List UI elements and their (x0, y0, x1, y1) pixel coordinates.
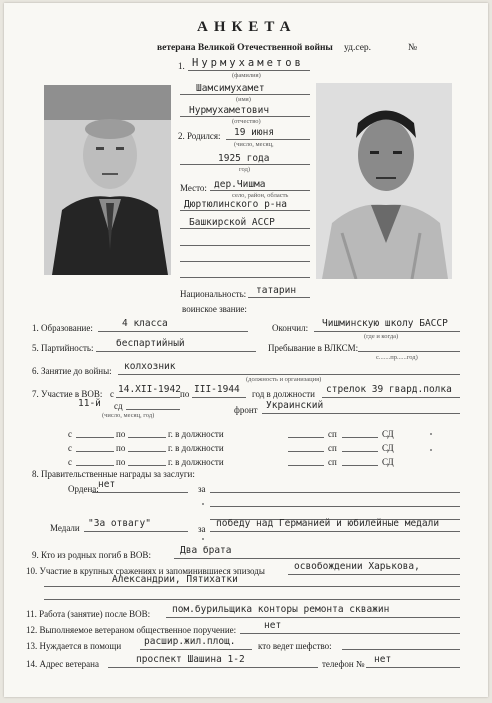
blank-to-label: по (116, 443, 126, 453)
ww2-from-value: 14.XII-1942 (118, 384, 181, 395)
id-series-label: уд.сер. (344, 43, 372, 53)
orders-value: нет (98, 479, 116, 490)
place-district-value: Дюртюлинского р-на (184, 199, 287, 210)
id-number-label: № (408, 43, 418, 53)
blank-row-line (76, 437, 114, 438)
battles-label: 10. Участие в крупных сражениях и запоминившиеся эпизоды (26, 566, 265, 576)
orders-line (92, 492, 188, 493)
ww2-to-value: III-1944 (194, 384, 240, 395)
party-line (96, 351, 256, 352)
blank-year-label: г. в должности (168, 443, 224, 453)
ww2-to-line (192, 397, 246, 398)
komsomol-caption: с.......пр......год) (376, 354, 418, 361)
postwar-line (166, 617, 460, 618)
nationality-label: Национальность: (180, 289, 247, 299)
phone-value: нет (374, 654, 392, 665)
blank-row-line (76, 451, 114, 452)
ww2-label: 7. Участие в ВОВ: (32, 389, 103, 399)
born-day-value: 19 июня (234, 127, 275, 138)
komsomol-line (358, 351, 460, 352)
surname-line (188, 70, 310, 71)
medals-reason-value: победу над Германией и юбилейные медали (216, 518, 440, 529)
patronymic-caption: (отчество) (232, 118, 261, 125)
margin-dot (202, 503, 204, 505)
relatives-label: 9. Кто из родных погиб в ВОВ: (32, 550, 151, 560)
blank-row-line (128, 465, 166, 466)
battles-value-1: освобождении Харькова, (294, 561, 420, 572)
medals-label: Медали (50, 523, 80, 533)
blank-sp-label: сп (328, 429, 337, 439)
public-duty-label: 12. Выполняемое ветераном общественное поручение: (26, 625, 237, 635)
public-duty-value: нет (264, 620, 282, 631)
phone-label: телефон № (322, 659, 365, 669)
form-subtitle: ветерана Великой Отечественной войны (157, 43, 333, 53)
prewar-caption: (должность и организация) (246, 376, 322, 383)
battles-line-3 (44, 599, 460, 600)
graduated-caption: (где и когда) (364, 333, 399, 340)
veteran-photo-older (44, 85, 171, 275)
prewar-value: колхозник (124, 361, 176, 372)
blank-row-line (342, 465, 378, 466)
blank-to-label: по (116, 429, 126, 439)
surname-caption: (фамилия) (232, 72, 261, 79)
postwar-label: 11. Работа (занятие) после ВОВ: (26, 609, 151, 619)
blank-to-label: по (116, 457, 126, 467)
place-village-line (210, 190, 310, 191)
blank-row-line (342, 451, 378, 452)
postwar-value: пом.бурильщика конторы ремонта скважин (172, 604, 390, 615)
medals-value: "За отвагу" (88, 518, 151, 529)
nationality-value: татарин (256, 285, 297, 296)
place-extra-line-3 (180, 277, 310, 278)
place-extra-line-2 (180, 261, 310, 262)
born-year-line (180, 164, 310, 165)
margin-dot (430, 449, 432, 451)
ww2-from-label: с (110, 389, 114, 399)
ww2-date-caption: (число, месяц, год) (102, 412, 155, 419)
medals-reason-line (210, 531, 460, 532)
address-line (108, 667, 318, 668)
q1-number: 1. (178, 61, 185, 71)
relatives-value: Два брата (180, 545, 232, 556)
sponsor-label: кто ведет шефство: (258, 641, 332, 651)
name-caption: (имя) (236, 96, 251, 103)
patronymic-value: Нурмухаметович (189, 105, 270, 116)
blank-row-line (128, 451, 166, 452)
blank-year-label: г. в должности (168, 457, 224, 467)
graduated-value: Чишминскую школу БАССР (322, 318, 448, 329)
place-extra-line-1 (180, 245, 310, 246)
place-village-value: дер.Чишма (214, 179, 266, 190)
education-label: 1. Образование: (32, 323, 93, 333)
phone-line (366, 667, 460, 668)
veteran-photo-younger (316, 83, 452, 279)
place-region-value: Башкирской АССР (189, 217, 275, 228)
needs-help-label: 13. Нуждается в помощи (26, 641, 122, 651)
komsomol-label: Пребывание в ВЛКСМ: (268, 343, 359, 353)
born-day-line (226, 139, 310, 140)
ww2-front-line (262, 413, 460, 414)
graduated-line (314, 331, 460, 332)
education-value: 4 класса (122, 318, 168, 329)
medals-za-label: за (198, 524, 206, 534)
prewar-line (118, 374, 460, 375)
party-label: 5. Партийность: (32, 343, 94, 353)
ww2-front-value: Украинский (266, 400, 324, 411)
surname-value: Нурмухаметов (192, 57, 304, 69)
awards-label: 8. Правительственные награды за заслуги: (32, 469, 195, 479)
place-label: Место: (180, 183, 207, 193)
prewar-label: 6. Занятие до войны: (32, 366, 112, 376)
blank-year-label: г. в должности (168, 429, 224, 439)
place-district-line (180, 210, 310, 211)
place-region-line (180, 228, 310, 229)
ww2-sd-label: сд (114, 401, 123, 411)
blank-row-line (128, 437, 166, 438)
ww2-sd-line (126, 409, 180, 410)
orders-reason-line (210, 492, 460, 493)
needs-help-value: расшир.жил.площ. (144, 636, 236, 647)
needs-help-line (140, 649, 252, 650)
born-year-value: 1925 года (218, 153, 270, 164)
nationality-line (248, 297, 310, 298)
blank-row-line (76, 465, 114, 466)
born-day-caption: (число, месяц, (234, 141, 274, 148)
address-value: проспект Шашина 1-2 (136, 654, 245, 665)
blank-sp-label: сп (328, 457, 337, 467)
ww2-division-value: 11-й (78, 398, 101, 409)
ww2-to-label: по (180, 389, 190, 399)
questionnaire-sheet (4, 3, 488, 697)
graduated-label: Окончил: (272, 323, 309, 333)
battles-value-2: Александрии, Пятихатки (112, 574, 238, 585)
patronymic-line (180, 116, 310, 117)
awards-extra-line-1 (210, 506, 460, 507)
sponsor-line (342, 649, 460, 650)
blank-row-line (342, 437, 378, 438)
ww2-front-label: фронт (234, 405, 258, 415)
margin-dot (202, 538, 204, 540)
name-value: Шамсимухамет (196, 83, 265, 94)
public-duty-line (240, 633, 460, 634)
ww2-position-line (322, 397, 460, 398)
address-label: 14. Адрес ветерана (26, 659, 99, 669)
blank-row-line (288, 465, 324, 466)
battles-line-1 (288, 574, 460, 575)
orders-label: Ордена: (68, 484, 99, 494)
blank-sd-label: СД (382, 429, 394, 439)
relatives-line (174, 558, 460, 559)
ww2-position-label: год в должности (252, 389, 315, 399)
ww2-position-value: стрелок 39 гвард.полка (326, 384, 452, 395)
name-line (180, 94, 310, 95)
rank-label: воинское звание: (182, 304, 247, 314)
battles-line-2 (44, 586, 460, 587)
blank-sp-label: сп (328, 443, 337, 453)
blank-from-label: с (68, 457, 72, 467)
blank-row-line (288, 451, 324, 452)
party-value: беспартийный (116, 338, 185, 349)
place-caption: село, район, область (232, 192, 289, 199)
form-title: АНКЕТА (197, 19, 297, 35)
orders-za-label: за (198, 484, 206, 494)
blank-from-label: с (68, 443, 72, 453)
margin-dot (430, 433, 432, 435)
born-label: 2. Родился: (178, 131, 221, 141)
blank-row-line (288, 437, 324, 438)
medals-line (84, 531, 188, 532)
born-year-caption: год) (239, 166, 251, 173)
blank-sd-label: СД (382, 443, 394, 453)
education-line (98, 331, 248, 332)
blank-from-label: с (68, 429, 72, 439)
ww2-from-line (116, 397, 180, 398)
blank-sd-label: СД (382, 457, 394, 467)
